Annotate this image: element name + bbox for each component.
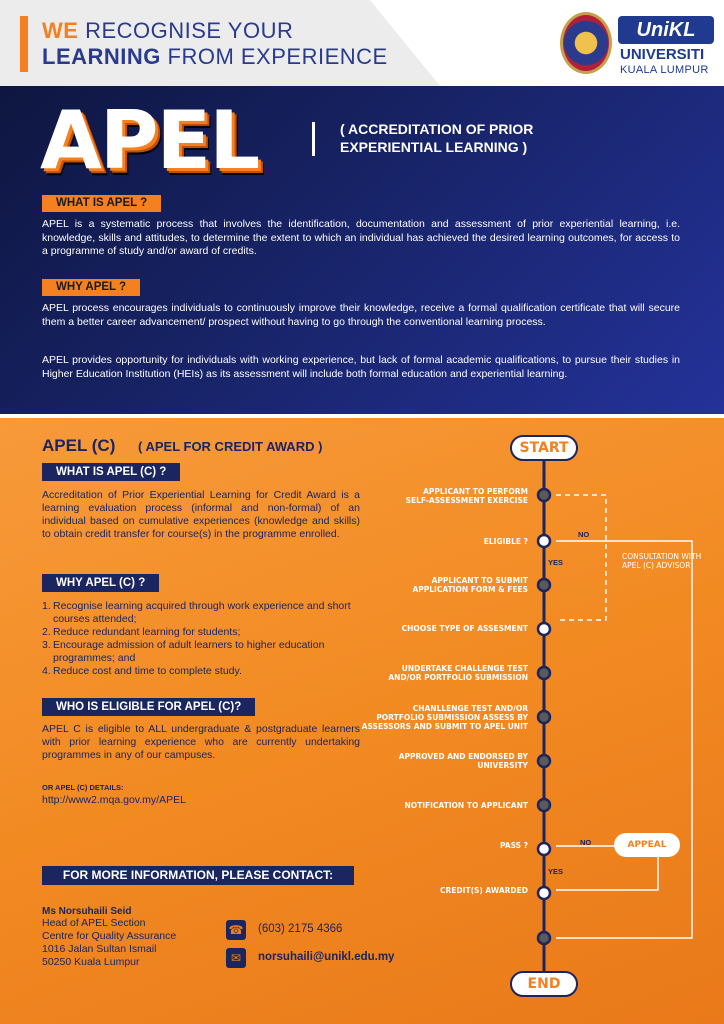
why-apel-c-tag: WHY APEL (C) ? xyxy=(42,574,159,592)
appeal-return-line xyxy=(556,857,658,890)
flow-step-3: APPLICANT TO SUBMIT APPLICATION FORM & FEES xyxy=(412,576,528,594)
phone-icon: ☎ xyxy=(226,920,246,940)
header-highlight: WE xyxy=(42,18,79,43)
pass-no-label: NO xyxy=(580,838,592,847)
what-is-apel-tag: WHAT IS APEL ? xyxy=(42,195,161,212)
flow-node xyxy=(538,667,550,679)
list-number: 2. xyxy=(42,626,51,638)
list-number: 1. xyxy=(42,600,51,612)
flow-node xyxy=(538,489,550,501)
eligible-yes-label: YES xyxy=(548,558,564,567)
header-line-1-text: RECOGNISE YOUR xyxy=(78,18,294,43)
flow-node-decision xyxy=(538,843,550,855)
eligible-no-label: NO xyxy=(578,530,590,539)
eligible-text: APEL C is eligible to ALL undergraduate & postgraduate learners with prior learning experience who are currently undertaking programmes in any of our campuses. xyxy=(42,723,360,761)
list-number: 4. xyxy=(42,665,51,677)
list-text: Encourage admission of adult learners to higher education programmes; and xyxy=(53,639,325,664)
flow-node xyxy=(538,711,550,723)
contact-role: Head of APEL Section xyxy=(42,917,146,929)
flow-node xyxy=(538,932,550,944)
contact-address-2: 50250 Kuala Lumpur xyxy=(42,956,140,968)
what-is-apel-c-tag: WHAT IS APEL (C) ? xyxy=(42,463,180,481)
flow-step-10: CREDIT(S) AWARDED xyxy=(440,886,528,895)
pass-yes-label: YES xyxy=(548,867,564,876)
details-label: OR APEL (C) DETAILS: xyxy=(42,783,124,792)
flow-step-6: CHANLLENGE TEST AND/OR PORTFOLIO SUBMISSION ASSESS BY ASSESSORS AND SUBMIT TO APEL UNIT xyxy=(361,704,528,731)
envelope-icon: ✉ xyxy=(226,948,246,968)
logo-university-text: UNIVERSITI xyxy=(620,46,705,63)
flow-step-2: ELIGIBLE ? xyxy=(483,537,528,546)
list-text: Reduce cost and time to complete study. xyxy=(53,665,242,677)
apel-subtitle: ( ACCREDITATION OF PRIOR EXPERIENTIAL LEARNING ) xyxy=(340,121,534,155)
logo-city-text: KUALA LUMPUR xyxy=(620,64,709,76)
what-is-apel-c-text: Accreditation of Prior Experiential Learning for Credit Award is a learning evaluation process (informal and non-formal) of an individual based on cumulative experiences (knowledge and skills) to obtain credit transfer for course(s) in the programme enrolled. xyxy=(42,489,360,540)
flow-node-decision xyxy=(538,535,550,547)
flow-node xyxy=(538,799,550,811)
header-line-2-text: FROM EXPERIENCE xyxy=(160,44,388,69)
flow-step-9: PASS ? xyxy=(499,841,528,850)
flow-step-5: UNDERTAKE CHALLENGE TEST AND/OR PORTFOLIO SUBMISSION xyxy=(388,664,528,682)
end-pill: END xyxy=(510,971,578,997)
flow-step-4: CHOOSE TYPE OF ASSESMENT xyxy=(401,624,528,633)
flow-step-1: APPLICANT TO PERFORM SELF-ASSESSMENT EXERCISE xyxy=(405,487,528,505)
list-text: Recognise learning acquired through work experience and short courses attended; xyxy=(53,600,351,625)
what-is-apel-text: APEL is a systematic process that involves the identification, documentation and assessment of prior experiential learning, i.e. knowledge, skills and attitudes, to determine the extent to which an individual has achieved the desired learning outcomes, for access to a programme of study and/or award of credits. xyxy=(42,218,680,257)
apel-c-title: APEL (C) xyxy=(42,436,116,455)
apel-c-subtitle: ( APEL FOR CREDIT AWARD ) xyxy=(138,439,323,454)
flow-node-decision xyxy=(538,623,550,635)
details-link[interactable]: http://www2.mqa.gov.my/APEL xyxy=(42,794,186,806)
appeal-pill: APPEAL xyxy=(614,833,680,857)
contact-dept: Centre for Quality Assurance xyxy=(42,930,177,942)
eligible-tag: WHO IS ELIGIBLE FOR APEL (C)? xyxy=(42,698,255,716)
why-apel-text-1: APEL process encourages individuals to continuously improve their knowledge, receive a formal qualification certificate that will secure them a better career advancement/ prospect without having to go through the conventional learning process. xyxy=(42,302,680,328)
list-number: 3. xyxy=(42,639,51,651)
consult-loop-line xyxy=(556,495,606,620)
list-text: Reduce redundant learning for students; xyxy=(53,626,241,638)
apel-big-title: APEL xyxy=(40,94,259,187)
header-line-2-bold: LEARNING xyxy=(42,44,161,69)
consult-label: CONSULTATION WITH APEL (C) ADVISOR xyxy=(622,552,702,570)
start-pill: START xyxy=(510,435,578,461)
contact-tag: FOR MORE INFORMATION, PLEASE CONTACT: xyxy=(42,866,354,885)
flow-step-8: NOTIFICATION TO APPLICANT xyxy=(404,801,528,810)
flow-step-7: APPROVED AND ENDORSED BY UNIVERSITY xyxy=(398,752,528,770)
flow-node-decision xyxy=(538,887,550,899)
contact-name: Ms Norsuhaili Seid xyxy=(42,906,132,917)
why-apel-tag: WHY APEL ? xyxy=(42,279,140,296)
why-apel-text-2: APEL provides opportunity for individuals with working experience, but lack of formal academic qualifications, to pursue their studies in Higher Education Institution (HEIs) as its assessment will include both formal education and experiential learning. xyxy=(42,354,680,380)
eligible-no-line xyxy=(556,541,692,938)
flow-node xyxy=(538,755,550,767)
unikl-logo: UniKL xyxy=(618,16,714,44)
contact-address-1: 1016 Jalan Sultan Ismail xyxy=(42,943,157,955)
flow-node xyxy=(538,579,550,591)
contact-email[interactable]: norsuhaili@unikl.edu.my xyxy=(258,951,395,963)
contact-phone[interactable]: (603) 2175 4366 xyxy=(258,923,343,935)
